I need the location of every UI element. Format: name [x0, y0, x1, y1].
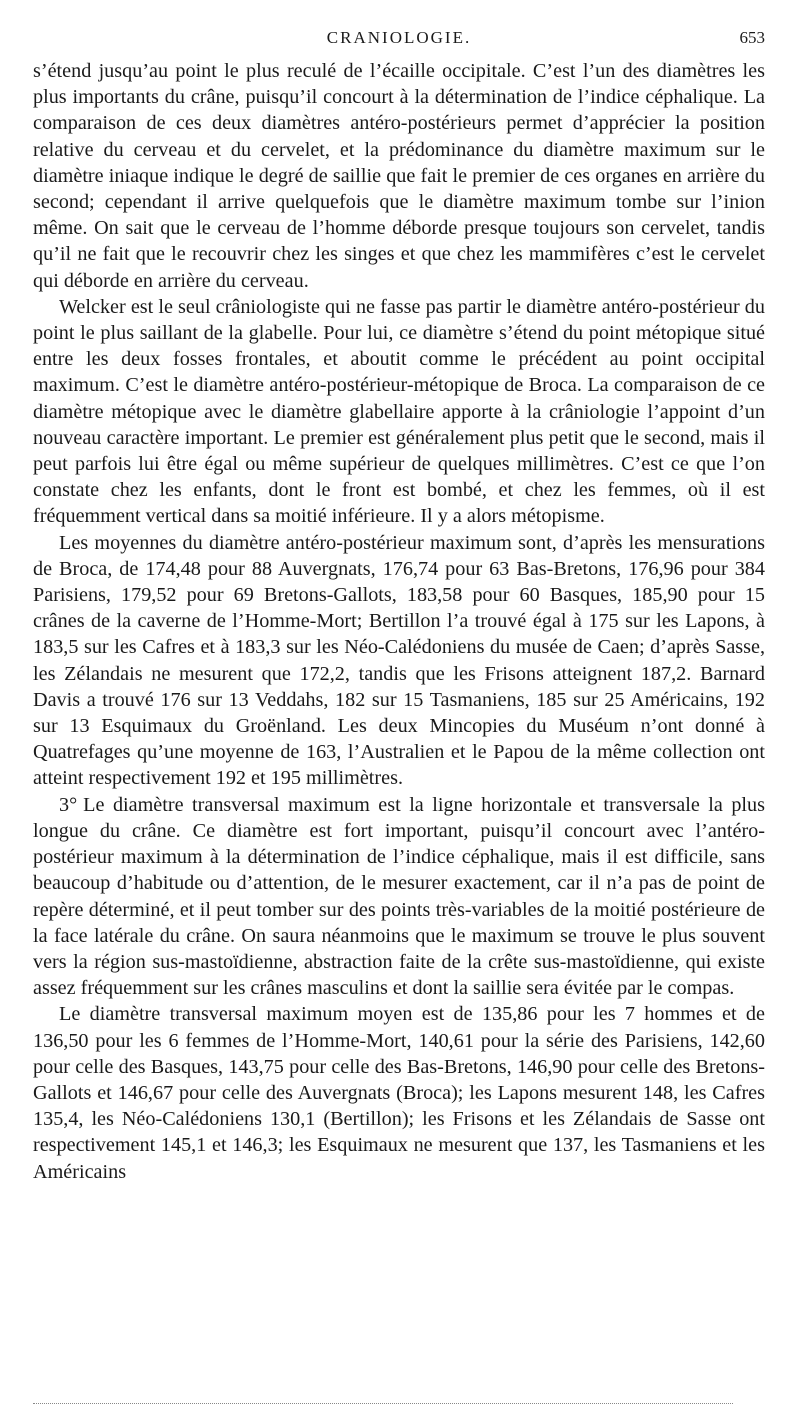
paragraph-3-text: Les moyennes du diamètre antéro-postérieur maximum sont, d’après les mensurations de Broca, de 174,48 pour 88 Auvergnats, 176,74 pour 63 Bas-Bretons, 176,96 pour 384 Parisiens, 179,52 pour 69 Bretons-Gallots, 183,58 pour 60 Basques, 185,90 pour 15 crânes de la caverne de l’Homme-Mort; Bertillon l’a trouvé égal à 175 sur les Lapons, à 183,5 sur les Cafres et à 183,3 sur les Néo-Calédoniens du musée de Caen; d’après Sasse, les Zélandais ne mesurent que 172,2, tandis que les Frisons atteignent 187,2. Barnard Davis a trouvé 176 sur 13 Veddahs, 182 sur 15 Tasmaniens, 185 sur 25 Américains, 192 sur 13 Esquimaux du Groënland. Les deux Mincopies du Muséum n’ont donné à Quatrefages qu’une moyenne de 163, l’Australien et le Papou de la même collection ont atteint respectivement 192 et 195 millimètres. [33, 531, 765, 790]
paragraph-3 [33, 530, 765, 792]
paragraph-4 [33, 792, 765, 1002]
paragraph-2-text: Welcker est le seul crâniologiste qui ne fasse pas partir le diamètre antéro-postérieur du point le plus saillant de la glabelle. Pour lui, ce diamètre s’étend du point métopique situé entre les deux fosses frontales, et aboutit comme le précédent au point occipital maximum. C’est le diamètre antéro-postérieur-métopique de Broca. La comparaison de ce diamètre métopique avec le diamètre glabellaire apporte à la crâniologie l’appoint d’un nouveau caractère important. Le premier est généralement plus petit que le second, mais il peut parfois lui être égal ou même supérieur de quelques millimètres. C’est ce que l’on constate chez les enfants, dont le front est bombé, et chez les femmes, où il est fréquemment vertical dans sa moitié inférieure. Il y a alors métopisme. [33, 295, 765, 528]
paragraph-1 [33, 58, 765, 294]
running-title: CRANIOLOGIE. [326, 28, 472, 47]
running-head [33, 28, 765, 52]
paragraph-5 [33, 1001, 765, 1184]
paragraph-5-text: Le diamètre transversal maximum moyen est de 135,86 pour les 7 hommes et de 136,50 pour les 6 femmes de l’Homme-Mort, 140,61 pour la série des Parisiens, 142,60 pour celle des Basques, 143,75 pour celle des Bas-Bretons, 146,90 pour celle des Bretons-Gallots et 146,67 pour celle des Auvergnats (Broca); les Lapons mesurent 148, les Cafres 135,4, les Néo-Calédoniens 130,1 (Bertillon); les Frisons et les Zélandais de Sasse ont respectivement 145,1 et 146,3; les Esquimaux ne mesurent que 137, les Tasmaniens et les Américains [33, 1003, 765, 1183]
paragraph-2 [33, 294, 765, 530]
body-text [33, 58, 765, 1185]
footer-rule [33, 1403, 733, 1404]
section-number: 3° [59, 793, 78, 816]
paragraph-1-text: s’étend jusqu’au point le plus reculé de l’écaille occipitale. C’est l’un des diamètres les plus importants du crâne, puisqu’il concourt à la détermination de l’indice céphalique. La comparaison de ces deux diamètres antéro-postérieurs permet d’apprécier la position relative du cerveau et du cervelet, et la prédominance du diamètre maximum sur le diamètre iniaque indique le degré de saillie que fait le premier de ces organes en arrière du second; cependant il arrive quelquefois que le diamètre maximum tombe sur l’inion même. On sait que le cerveau de l’homme déborde presque toujours son cervelet, tandis qu’il ne fait que le recouvrir chez les singes et que chez les mammifères c’est le cervelet qui déborde en arrière du cerveau. [33, 60, 765, 292]
paragraph-4-text: Le diamètre transversal maximum est la ligne horizontale et transversale la plus longue du crâne. Ce diamètre est fort important, puisqu’il concourt avec l’antéro-postérieur maximum à la détermination de l’indice céphalique, mais il est difficile, sans beaucoup d’habitude ou d’attention, de le mesurer exactement, car il n’a pas de point de repère déterminé, et il peut tomber sur des points très-variables de la moitié postérieure de la face latérale du crâne. On saura néanmoins que le maximum se trouve le plus souvent vers la région sus-mastoïdienne, abstraction faite de la crête sus-mastoïdienne, qui existe assez fréquemment sur les crânes masculins et dont la saillie sera évitée par le compas. [33, 793, 765, 1000]
page-number: 653 [739, 28, 765, 47]
